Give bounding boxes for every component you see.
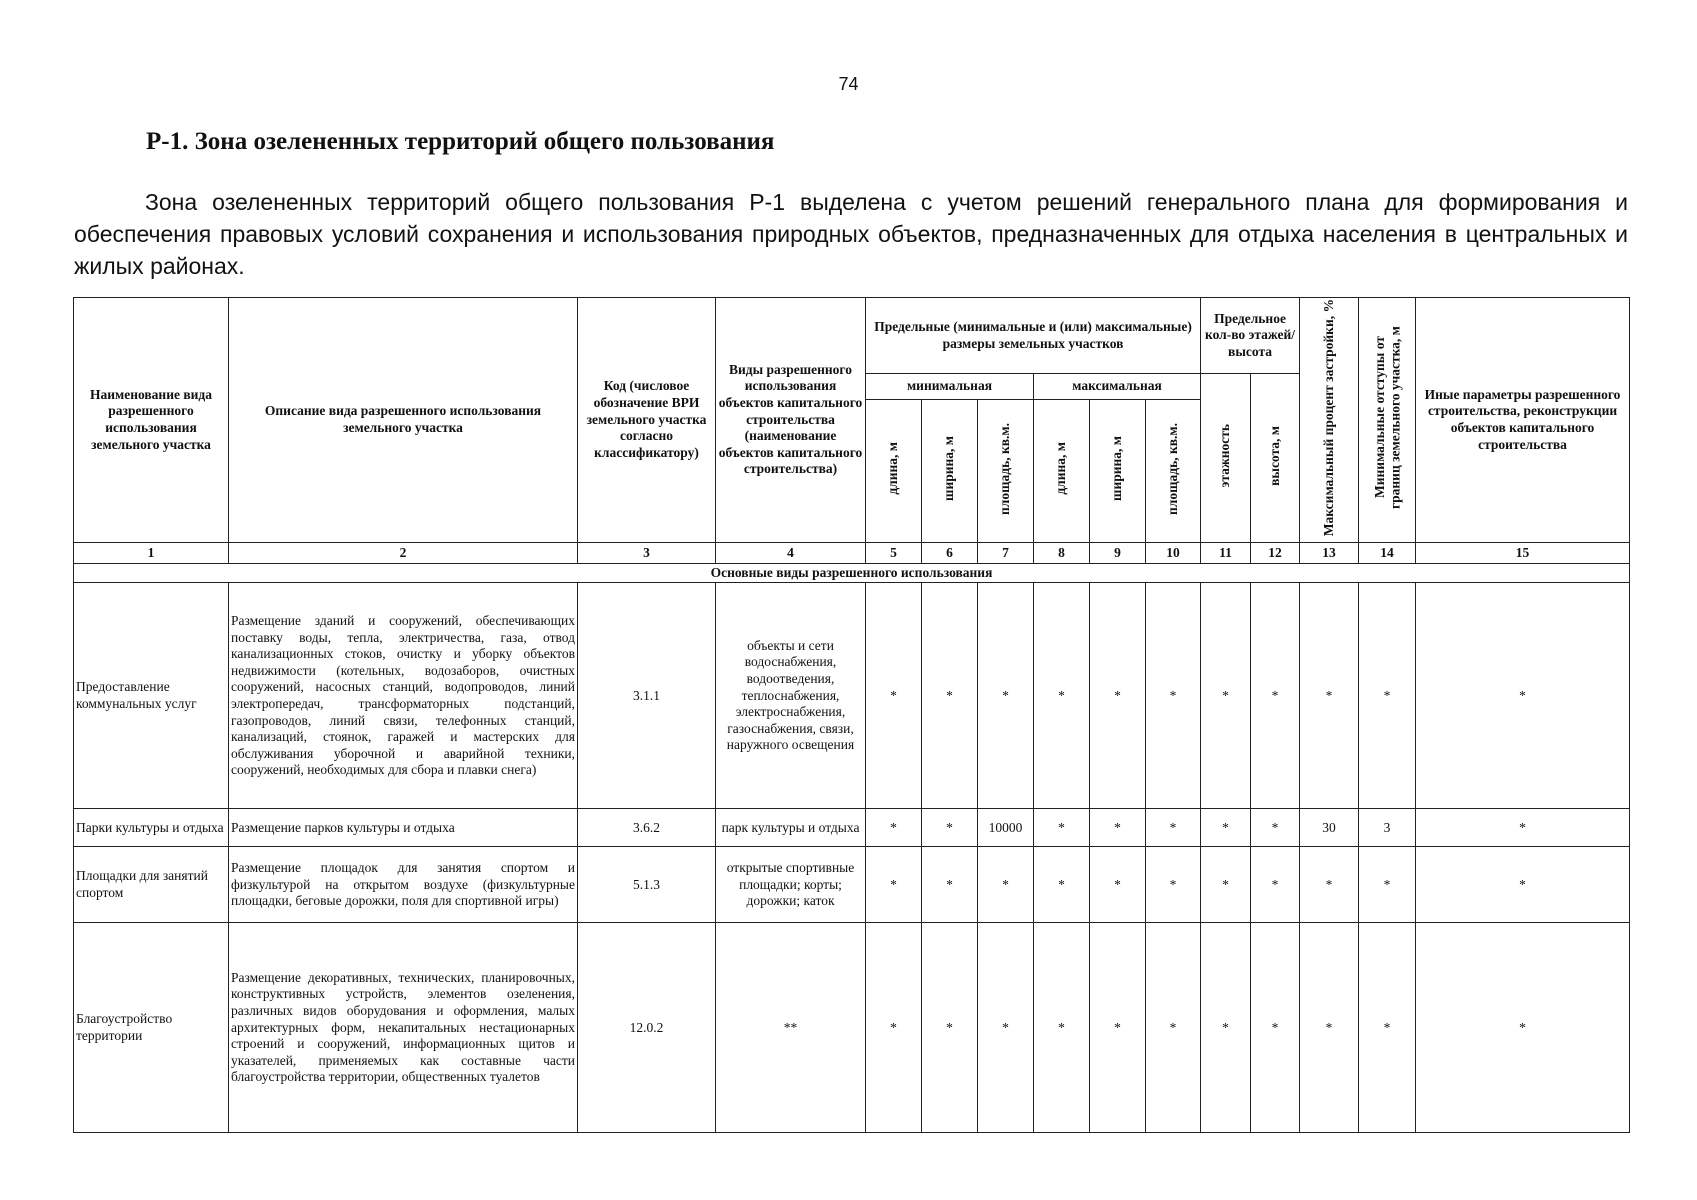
regulations-table [73,297,1630,1133]
row-value: * [922,583,978,809]
col-number: 12 [1251,542,1300,563]
header-max-length: длина, м [1034,399,1090,542]
header-max-width: ширина, м [1090,399,1146,542]
row-value: * [1034,847,1090,923]
row-value: * [1416,583,1630,809]
row-value: * [1359,847,1416,923]
section-title: Основные виды разрешенного использования [74,563,1630,583]
row-value: * [978,583,1034,809]
row-name: Площадки для занятий спортом [74,847,229,923]
row-value: * [1416,847,1630,923]
row-objects: парк культуры и отдыха [716,809,866,847]
row-value: * [1251,809,1300,847]
row-value: * [922,847,978,923]
row-value: * [866,583,922,809]
row-value: 3 [1359,809,1416,847]
row-value: * [1146,847,1201,923]
col-number: 8 [1034,542,1090,563]
header-height: высота, м [1251,374,1300,543]
row-value: * [922,809,978,847]
page-number: 74 [838,74,859,94]
header-max: максимальная [1034,374,1201,400]
header-description: Описание вида разрешенного использования земельного участка [229,298,578,543]
col-number: 15 [1416,542,1630,563]
row-value: * [1201,847,1251,923]
row-value: * [1090,847,1146,923]
header-min-area: площадь, кв.м. [978,399,1034,542]
header-min-width: ширина, м [922,399,978,542]
row-value: * [1201,809,1251,847]
table-row [74,583,1630,809]
table-row [74,847,1630,923]
row-value: 10000 [978,809,1034,847]
row-value: * [1300,847,1359,923]
row-value: * [1416,809,1630,847]
col-number: 10 [1146,542,1201,563]
row-description: Размещение парков культуры и отдыха [229,809,578,847]
row-code: 3.1.1 [578,583,716,809]
header-min-length: длина, м [866,399,922,542]
row-name: Благоустройство территории [74,923,229,1133]
table-row [74,923,1630,1133]
row-value: * [1359,923,1416,1133]
row-value: * [1416,923,1630,1133]
row-objects: объекты и сети водоснабжения, водоотведения, теплоснабжения, электроснабжения, газоснабжения, связи, наружного освещения [716,583,866,809]
header-limits: Предельные (минимальные и (или) максимальные) размеры земельных участков [866,298,1201,374]
row-objects: ** [716,923,866,1133]
col-number: 13 [1300,542,1359,563]
row-code: 12.0.2 [578,923,716,1133]
header-floors: этажность [1201,374,1251,543]
col-number: 1 [74,542,229,563]
col-number: 6 [922,542,978,563]
row-description: Размещение зданий и сооружений, обеспечивающих поставку воды, тепла, электричества, газа, отвод канализационных стоков, очистку и уборку объектов недвижимости (котельных, водозаборов, очистных сооружений, насосных станций, водопроводов, линий электропередач, трансформаторных подстанций, газопроводов, линий связи, телефонных станций, канализаций, стоянок, гаражей и мастерских для обслуживания уборочной и аварийной техники, сооружений, необходимых для сбора и плавки снега) [229,583,578,809]
header-floors-group: Предельное кол-во этажей/ высота [1201,298,1300,374]
section-row [74,563,1630,583]
col-number: 5 [866,542,922,563]
row-code: 3.6.2 [578,809,716,847]
row-value: * [866,809,922,847]
row-value: * [1251,583,1300,809]
row-name: Парки культуры и отдыха [74,809,229,847]
row-value: * [866,847,922,923]
column-numbers-row [74,542,1630,563]
row-value: * [1251,847,1300,923]
header-min: минимальная [866,374,1034,400]
row-name: Предоставление коммунальных услуг [74,583,229,809]
intro-paragraph: Зона озелененных территорий общего пользования Р-1 выделена с учетом решений генерального плана для формирования и обеспечения правовых условий сохранения и использования природных объектов, предназначенных для отдыха населения в центральных и жилых районах. [74,189,1628,279]
row-description: Размещение декоративных, технических, планировочных, конструктивных устройств, элементов озеленения, различных видов оборудования и оформления, малых архитектурных форм, некапитальных нестационарных строений и сооружений, информационных щитов и указателей, применяемых как составные части благоустройства территории, общественных туалетов [229,923,578,1133]
row-value: * [1359,583,1416,809]
col-number: 2 [229,542,578,563]
header-name: Наименование вида разрешенного использования земельного участка [74,298,229,543]
row-code: 5.1.3 [578,847,716,923]
table-row [74,809,1630,847]
header-build-percent: Максимальный процент застройки, % [1300,298,1359,543]
col-number: 4 [716,542,866,563]
header-setbacks: Минимальные отступы от границ земельного участка, м [1359,298,1416,543]
col-number: 7 [978,542,1034,563]
row-value: * [1146,923,1201,1133]
row-value: * [1201,923,1251,1133]
header-code: Код (числовое обозначение ВРИ земельного участка согласно классификатору) [578,298,716,543]
col-number: 14 [1359,542,1416,563]
row-value: * [1201,583,1251,809]
col-number: 9 [1090,542,1146,563]
row-value: * [1090,923,1146,1133]
row-value: * [1034,583,1090,809]
row-value: * [1034,923,1090,1133]
row-value: * [1034,809,1090,847]
row-value: * [978,923,1034,1133]
row-value: * [1090,809,1146,847]
row-value: * [1300,923,1359,1133]
header-max-area: площадь, кв.м. [1146,399,1201,542]
row-value: 30 [1300,809,1359,847]
col-number: 11 [1201,542,1251,563]
row-value: * [1146,583,1201,809]
row-description: Размещение площадок для занятия спортом и физкультурой на открытом воздухе (физкультурные площадки, беговые дорожки, поля для спортивной игры) [229,847,578,923]
row-value: * [1090,583,1146,809]
header-other: Иные параметры разрешенного строительства, реконструкции объектов капитального строительства [1416,298,1630,543]
row-value: * [1251,923,1300,1133]
col-number: 3 [578,542,716,563]
row-value: * [978,847,1034,923]
header-objects: Виды разрешенного использования объектов капитального строительства (наименование объектов капитального строительства) [716,298,866,543]
row-value: * [1146,809,1201,847]
row-value: * [1300,583,1359,809]
row-value: * [866,923,922,1133]
row-objects: открытые спортивные площадки; корты; дорожки; каток [716,847,866,923]
row-value: * [922,923,978,1133]
zone-heading: Р-1. Зона озелененных территорий общего пользования [146,128,775,155]
